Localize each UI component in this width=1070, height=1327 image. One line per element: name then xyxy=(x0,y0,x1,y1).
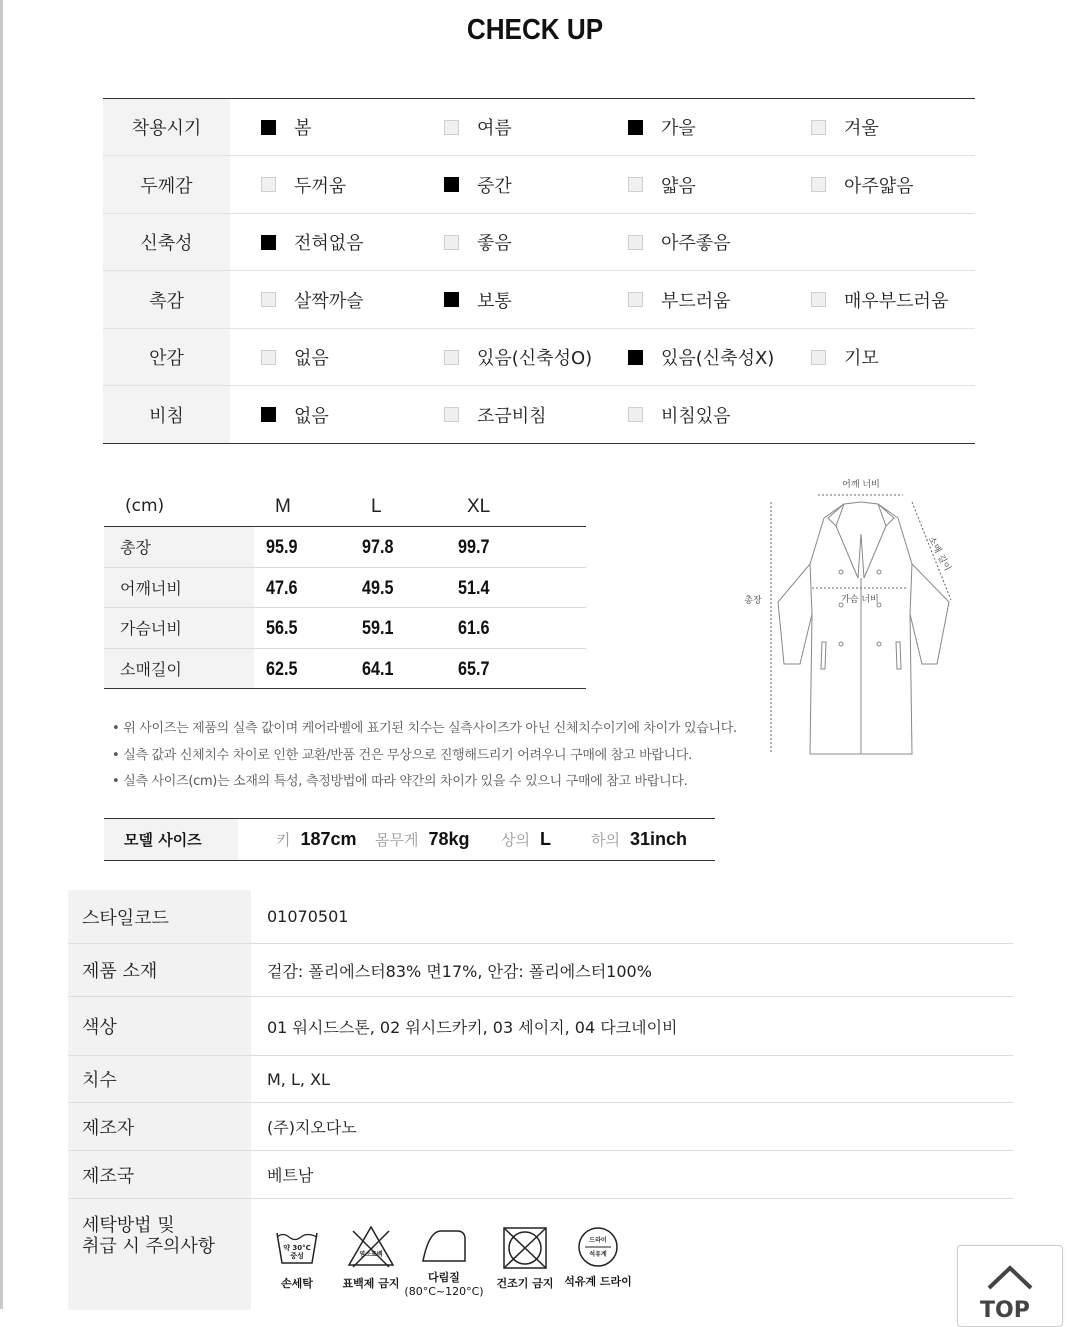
size-notes xyxy=(112,716,737,796)
unchecked-box-icon xyxy=(628,407,643,422)
check-option-label: 얇음 xyxy=(661,175,696,197)
check-option-label: 여름 xyxy=(477,118,512,139)
check-option xyxy=(444,99,512,155)
check-option-label: 아주좋음 xyxy=(661,233,731,254)
size-row xyxy=(104,608,586,649)
info-row-size xyxy=(68,1056,1013,1103)
check-row xyxy=(103,99,975,156)
check-option xyxy=(811,271,948,328)
info-row-color xyxy=(68,997,1013,1056)
check-option xyxy=(261,99,311,155)
size-value: 59.1 xyxy=(362,618,394,639)
unchecked-box-icon xyxy=(811,120,826,135)
care-key-line: 세탁방법 및 xyxy=(82,1215,175,1236)
svg-text:석유계: 석유계 xyxy=(589,1251,607,1258)
info-value: 01 워시드스톤, 02 워시드카키, 03 세이지, 04 다크네이비 xyxy=(267,1017,678,1037)
check-option xyxy=(811,99,879,155)
size-row-label: 총장 xyxy=(104,527,254,567)
check-option xyxy=(811,156,914,213)
no-bleach-icon xyxy=(345,1223,397,1271)
check-row-label: 촉감 xyxy=(103,271,230,328)
care-label: 건조기 금지 xyxy=(496,1277,554,1290)
unchecked-box-icon xyxy=(811,350,826,365)
care-no-bleach xyxy=(333,1223,409,1291)
checked-box-icon xyxy=(628,350,643,365)
info-key: 색상 xyxy=(68,997,251,1055)
checked-box-icon xyxy=(444,292,459,307)
check-option xyxy=(628,271,731,328)
size-row xyxy=(104,568,586,609)
scroll-to-top-button[interactable] xyxy=(957,1245,1063,1327)
size-value: 47.6 xyxy=(266,577,298,599)
info-value: M, L, XL xyxy=(267,1069,330,1089)
check-option xyxy=(261,271,364,328)
unchecked-box-icon xyxy=(811,177,826,192)
info-value: 01070501 xyxy=(267,907,349,926)
unchecked-box-icon xyxy=(444,407,459,422)
check-row-label: 신축성 xyxy=(103,214,230,270)
check-option xyxy=(628,156,696,213)
check-option xyxy=(444,214,512,270)
size-row-label: 소매길이 xyxy=(104,649,254,689)
check-option-label: 기모 xyxy=(844,348,879,369)
check-option-label: 좋음 xyxy=(477,233,512,254)
care-hand-wash xyxy=(263,1227,331,1291)
check-option xyxy=(261,214,364,270)
size-unit: (cm) xyxy=(125,496,165,516)
note-line: • 실측 값과 신체치수 차이로 인한 교환/반품 건은 무상으로 진행해드리기 어려우니 구매에 참고 바랍니다. xyxy=(112,747,692,763)
check-option-label: 전혀없음 xyxy=(294,233,364,254)
check-option-label: 보통 xyxy=(477,290,512,312)
care-label: 다림질 xyxy=(428,1271,460,1284)
check-option xyxy=(628,329,774,385)
check-row xyxy=(103,329,975,386)
check-option-label: 봄 xyxy=(294,118,312,139)
check-row-label: 착용시기 xyxy=(103,99,230,155)
info-key: 제품 소재 xyxy=(68,944,251,996)
hand-wash-icon xyxy=(273,1227,321,1271)
info-key: 스타일코드 xyxy=(68,890,251,943)
info-key: 치수 xyxy=(68,1056,251,1102)
info-key: 제조자 xyxy=(68,1103,251,1150)
no-tumble-dry-icon xyxy=(501,1225,549,1271)
check-option xyxy=(628,214,731,270)
check-row xyxy=(103,271,975,329)
size-row-label: 가슴너비 xyxy=(104,608,254,648)
info-value: (주)지오다노 xyxy=(267,1118,357,1137)
unchecked-box-icon xyxy=(261,350,276,365)
unchecked-box-icon xyxy=(261,292,276,307)
model-weight: 몸무게 78kg xyxy=(375,829,470,849)
unchecked-box-icon xyxy=(444,235,459,250)
check-option-label: 가을 xyxy=(661,118,696,139)
unchecked-box-icon xyxy=(811,292,826,307)
info-row-material xyxy=(68,944,1013,997)
check-option xyxy=(444,386,547,443)
svg-text:염소표백: 염소표백 xyxy=(359,1251,383,1258)
unchecked-box-icon xyxy=(444,120,459,135)
size-value: 99.7 xyxy=(458,537,490,558)
size-value: 56.5 xyxy=(266,618,298,639)
check-option-label: 겨울 xyxy=(844,118,879,139)
note-line: • 실측 사이즈(cm)는 소재의 특성, 측정방법에 따라 약간의 차이가 있을 수 있으니 구매에 참고 바랍니다. xyxy=(112,774,688,789)
chevron-up-icon xyxy=(985,1264,1035,1292)
model-height: 키 187cm xyxy=(276,829,357,849)
size-column-header: M xyxy=(275,496,291,517)
check-row xyxy=(103,386,975,443)
size-value: 51.4 xyxy=(458,577,490,599)
check-option xyxy=(628,386,731,443)
checked-box-icon xyxy=(261,407,276,422)
care-label: 표백제 금지 xyxy=(342,1277,400,1290)
check-row-label: 비침 xyxy=(103,386,230,443)
size-table-header xyxy=(104,488,586,527)
size-value: 65.7 xyxy=(458,658,490,680)
note-line: • 위 사이즈는 제품의 실측 값이며 케어라벨에 표기된 치수는 실측사이즈가 아닌 신체치수이기에 차이가 있습니다. xyxy=(112,721,737,736)
unchecked-box-icon xyxy=(261,177,276,192)
page-left-border xyxy=(0,0,3,1309)
size-value: 61.6 xyxy=(458,618,490,639)
size-row xyxy=(104,649,586,690)
svg-text:중성: 중성 xyxy=(290,1252,304,1260)
check-option-label: 없음 xyxy=(294,405,329,427)
info-key: 제조국 xyxy=(68,1151,251,1198)
check-option-label: 있음(신축성O) xyxy=(477,348,593,369)
info-value: 겉감: 폴리에스터83% 면17%, 안감: 폴리에스터100% xyxy=(267,961,652,981)
size-value: 97.8 xyxy=(362,537,394,558)
check-option xyxy=(261,329,329,385)
checked-box-icon xyxy=(261,235,276,250)
checked-box-icon xyxy=(444,177,459,192)
care-sublabel: (80°C~120°C) xyxy=(404,1285,484,1298)
info-row-care xyxy=(68,1199,1013,1310)
care-key-line: 취급 시 주의사항 xyxy=(82,1236,216,1257)
product-info-table xyxy=(68,890,1013,1310)
info-row-style-code xyxy=(68,890,1013,944)
care-label: 손세탁 xyxy=(281,1277,313,1290)
size-value: 62.5 xyxy=(266,658,298,680)
check-option-label: 매우부드러움 xyxy=(844,290,949,312)
unchecked-box-icon xyxy=(628,177,643,192)
coat-diagram xyxy=(740,474,970,764)
svg-text:약 30°C: 약 30°C xyxy=(283,1244,311,1252)
checked-box-icon xyxy=(628,120,643,135)
model-top: 상의 L xyxy=(501,829,551,849)
size-row xyxy=(104,527,586,568)
care-key xyxy=(68,1199,251,1310)
page-title: CHECK UP xyxy=(466,14,604,46)
check-option xyxy=(261,156,346,213)
unchecked-box-icon xyxy=(444,350,459,365)
diagram-length-label: 총장 xyxy=(744,596,762,606)
info-value: 베트남 xyxy=(267,1166,314,1185)
check-row xyxy=(103,214,975,271)
diagram-sleeve-label: 소매 길이 xyxy=(925,535,953,574)
check-row xyxy=(103,156,975,214)
size-table xyxy=(104,488,586,689)
check-row-label: 안감 xyxy=(103,329,230,385)
care-icons xyxy=(251,1199,1013,1310)
check-option xyxy=(444,329,592,385)
top-button-label: TOP xyxy=(980,1298,1030,1323)
unchecked-box-icon xyxy=(628,292,643,307)
info-row-manufacturer xyxy=(68,1103,1013,1151)
unchecked-box-icon xyxy=(628,235,643,250)
check-option-label: 조금비침 xyxy=(477,405,547,427)
check-option xyxy=(444,271,512,328)
info-row-country xyxy=(68,1151,1013,1199)
check-option-label: 살짝까슬 xyxy=(294,290,364,312)
check-table xyxy=(103,98,975,444)
size-value: 95.9 xyxy=(266,537,298,558)
model-size-label: 모델 사이즈 xyxy=(104,819,238,860)
check-option xyxy=(261,386,329,443)
care-no-tumble-dry xyxy=(489,1225,561,1291)
size-value: 49.5 xyxy=(362,577,394,599)
check-option-label: 있음(신축성X) xyxy=(661,348,775,369)
care-label: 석유계 드라이 xyxy=(564,1275,632,1288)
check-row-label: 두께감 xyxy=(103,156,230,213)
size-column-header: XL xyxy=(467,496,491,517)
check-option xyxy=(444,156,512,213)
check-option-label: 두꺼움 xyxy=(294,175,347,197)
size-value: 64.1 xyxy=(362,658,394,680)
model-bottom: 하의 31inch xyxy=(591,829,688,849)
check-option-label: 아주얇음 xyxy=(844,175,914,197)
size-column-header: L xyxy=(371,496,382,517)
size-row-label: 어깨너비 xyxy=(104,568,254,608)
model-size-bar xyxy=(104,818,715,861)
checked-box-icon xyxy=(261,120,276,135)
check-option-label: 부드러움 xyxy=(661,290,731,312)
check-option xyxy=(811,329,879,385)
check-option-label: 중간 xyxy=(477,175,512,197)
svg-text:드라이: 드라이 xyxy=(589,1237,607,1244)
diagram-chest-label: 가슴 너비 xyxy=(841,595,879,605)
check-option xyxy=(628,99,696,155)
care-dry-clean xyxy=(557,1225,639,1289)
care-iron xyxy=(403,1225,485,1298)
dry-clean-icon xyxy=(575,1225,621,1269)
check-option-label: 비침있음 xyxy=(661,405,731,427)
diagram-shoulder-label: 어깨 너비 xyxy=(842,480,880,490)
iron-icon xyxy=(419,1225,469,1265)
check-option-label: 없음 xyxy=(294,348,329,369)
